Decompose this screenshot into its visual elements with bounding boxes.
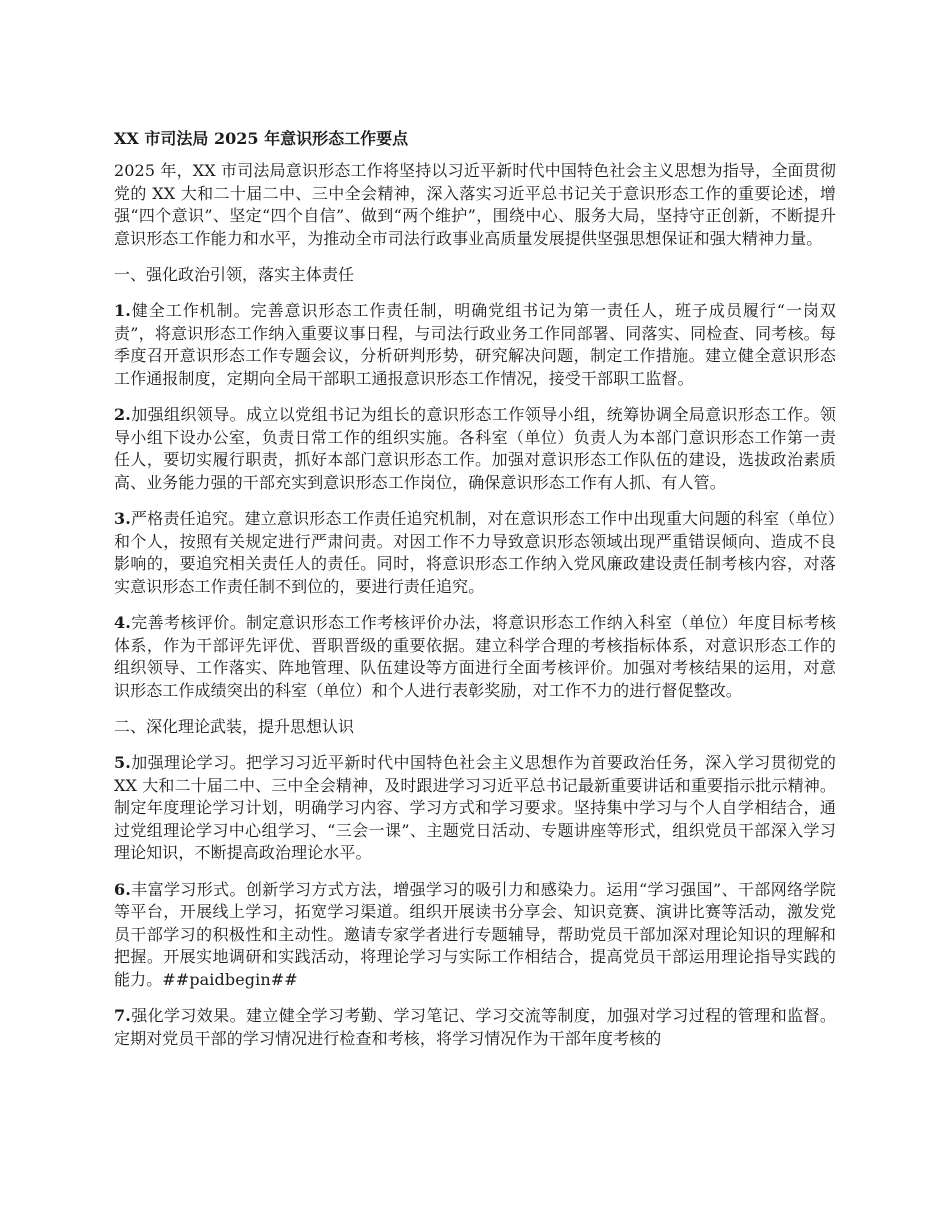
item-text: 丰富学习形式。创新学习方式方法，增强学习的吸引力和感染力。运用“学习强国”、干部网络学院等平台，开展线上学习，拓宽学习渠道。组织开展读书分享会、知识竞赛、演讲比赛等活动，激发党员干部学习的积极性和主动性。邀请专家学者进行专题辅导，帮助党员干部加深对理论知识的理解和把握。开展实地调研和实践活动，将理论学习与实际工作相结合，提高党员干部运用理论指导实践的能力。##paidbegin## — [114, 879, 836, 989]
item-text: 完善考核评价。制定意识形态工作考核评价办法，将意识形态工作纳入科室（单位）年度目标考核体系，作为干部评先评优、晋职晋级的重要依据。建立科学合理的考核指标体系，对意识形态工作的组织领导、工作落实、阵地管理、队伍建设等方面进行全面考核评价。加强对考核结果的运用，对意识形态工作成绩突出的科室（单位）和个人进行表彰奖励，对工作不力的进行督促整改。 — [114, 613, 836, 700]
document-title: XX 市司法局 2025 年意识形态工作要点 — [114, 129, 409, 148]
section-heading-2: 二、深化理论武装，提升思想认识 — [114, 717, 355, 736]
item-paragraph-6 — [114, 879, 836, 992]
item-number: 2. — [114, 405, 131, 424]
item-text: 严格责任追究。建立意识形态工作责任追究机制，对在意识形态工作中出现重大问题的科室（单位）和个人，按照有关规定进行严肃问责。对因工作不力导致意识形态领域出现严重错误倾向、造成不良影响的，要追究相关责任人的责任。同时，将意识形态工作纳入党风廉政建设责任制考核内容，对落实意识形态工作责任制不到位的，要进行责任追究。 — [114, 509, 836, 596]
item-number: 3. — [114, 509, 131, 528]
item-number: 4. — [114, 613, 131, 632]
item-number: 7. — [114, 1006, 131, 1025]
document-page — [114, 128, 836, 1064]
item-paragraph-1 — [114, 300, 836, 390]
item-text: 加强理论学习。把学习习近平新时代中国特色社会主义思想作为首要政治任务，深入学习贯彻党的 XX 大和二十届二中、三中全会精神，及时跟进学习习近平总书记最新重要讲话和重要指示批示精神。制定年度理论学习计划，明确学习内容、学习方式和学习要求。坚持集中学习与个人自学相结合，通过党组理论学习中心组学习、“三会一课”、主题党日活动、专题讲座等形式，组织党员干部深入学习理论知识，不断提高政治理论水平。 — [114, 753, 836, 862]
item-number: 6. — [114, 879, 131, 899]
item-paragraph-5 — [114, 752, 836, 865]
item-text: 加强组织领导。成立以党组书记为组长的意识形态工作领导小组，统筹协调全局意识形态工作。领导小组下设办公室，负责日常工作的组织实施。各科室（单位）负责人为本部门意识形态工作第一责任人，要切实履行职责，抓好本部门意识形态工作。加强对意识形态工作队伍的建设，选拔政治素质高、业务能力强的干部充实到意识形态工作岗位，确保意识形态工作有人抓、有人管。 — [114, 405, 836, 492]
item-number: 5. — [114, 753, 131, 772]
intro-paragraph: 2025 年，XX 市司法局意识形态工作将坚持以习近平新时代中国特色社会主义思想为指导，全面贯彻党的 XX 大和二十届二中、三中全会精神，深入落实习近平总书记关于意识形态工作的重要论述，增强“四个意识”、坚定“四个自信”、做到“两个维护”，围绕中心、服务大局，坚持守正创新，不断提升意识形态工作能力和水平，为推动全市司法行政事业高质量发展提供坚强思想保证和强大精神力量。 — [114, 161, 836, 248]
item-text: 强化学习效果。建立健全学习考勤、学习笔记、学习交流等制度，加强对学习过程的管理和监督。定期对党员干部的学习情况进行检查和考核，将学习情况作为干部年度考核的 — [114, 1006, 836, 1048]
item-text: 健全工作机制。完善意识形态工作责任制，明确党组书记为第一责任人，班子成员履行“一岗双责”，将意识形态工作纳入重要议事日程，与司法行政业务工作同部署、同落实、同检查、同考核。每季度召开意识形态工作专题会议，分析研判形势，研究解决问题，制定工作措施。建立健全意识形态工作通报制度，定期向全局干部职工通报意识形态工作情况，接受干部职工监督。 — [114, 301, 836, 388]
item-number: 1. — [114, 301, 131, 320]
item-paragraph-2 — [114, 404, 836, 494]
item-paragraph-7 — [114, 1005, 836, 1050]
section-heading-1: 一、强化政治引领，落实主体责任 — [114, 265, 355, 284]
item-paragraph-3 — [114, 508, 836, 598]
item-paragraph-4 — [114, 612, 836, 702]
